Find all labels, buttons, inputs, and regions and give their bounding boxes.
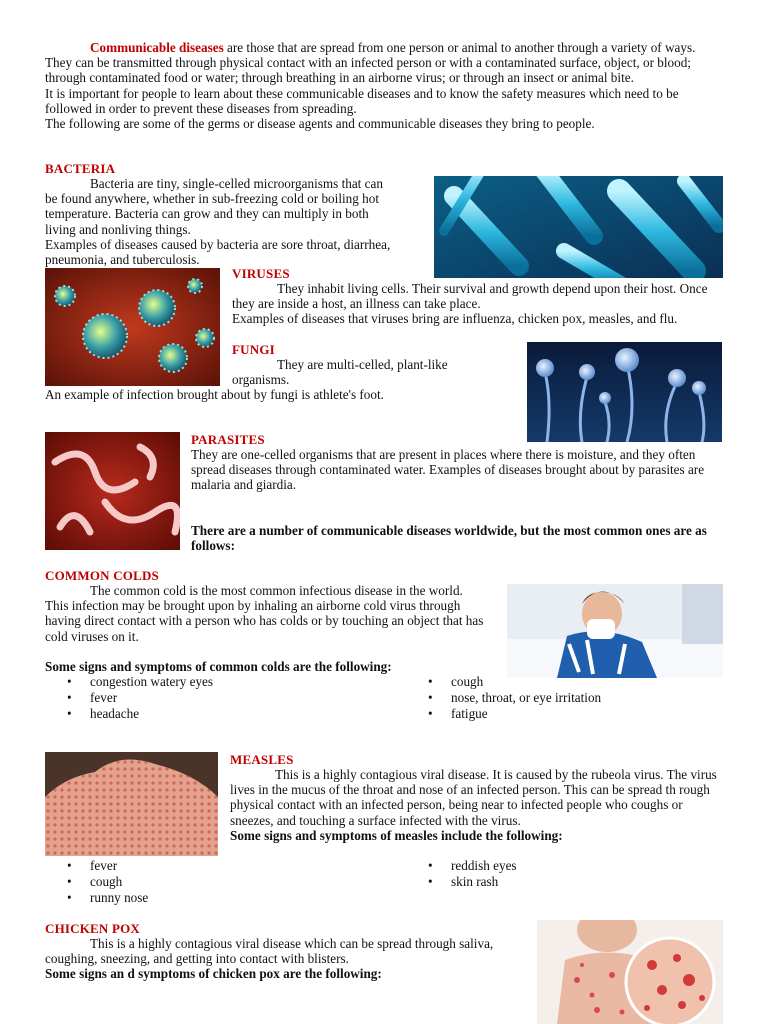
viruses-heading: VIRUSES [232,266,290,281]
list-item: • reddish eyes [406,858,726,874]
common-colds-list-left [45,674,345,723]
bacteria-heading: BACTERIA [45,161,116,176]
viruses-paragraph-2: Examples of diseases that viruses bring are influenza, chicken pox, measles, and flu. [232,311,678,327]
viruses-paragraph-1: They inhabit living cells. Their survival and growth depend upon their host. Once they are inside a host, an illness can take place. [232,281,708,312]
list-item: • fatigue [406,706,726,722]
measles-image [45,752,218,856]
measles-list-left [45,858,345,907]
bacteria-text [45,176,395,267]
measles-list-right [406,858,726,890]
common-colds-heading: COMMON COLDS [45,568,159,583]
parasite-image [45,432,180,550]
list-item: • runny nose [45,890,345,906]
virus-image [45,268,220,386]
list-item: • fever [45,858,345,874]
list-item: • nose, throat, or eye irritation [406,690,726,706]
list-item: • fever [45,690,345,706]
intro-paragraph-2: It is important for people to learn about these communicable diseases and to know the safety measures which need to be followed in order to prevent these diseases from spreading. [45,85,679,116]
common-colds-signs-title: Some signs and symptoms of common colds are the following: [45,659,392,674]
viruses-text [232,281,722,327]
list-item: • skin rash [406,874,726,890]
fungi-heading: FUNGI [232,342,275,357]
bacteria-image [434,176,723,278]
chicken-pox-image [537,920,723,1024]
common-diseases-intro: There are a number of communicable diseases worldwide, but the most common ones are as follows: [191,523,707,554]
measles-text: This is a highly contagious viral disease. It is caused by the rubeola virus. The virus lives in the mucus of the throat and nose of an infected person. This can be spread th rough physical contact with an infected person, being near to infected people who coughs or sneezes, and touching a surface infected with the virus. Some signs and symptoms of measles include the following: [230,767,722,843]
list-item: • headache [45,706,345,722]
chicken-pox-signs-title: Some signs an d symptoms of chicken pox are the following: [45,966,382,982]
bacteria-paragraph-1: Bacteria are tiny, single-celled microorganisms that can be found anywhere, whether in sub-freezing cold or boiling hot temperature. Bacteria can grow and they can multiply in both living and nonliving things. [45,176,383,237]
intro-section [45,40,725,131]
common-colds-list-right [406,674,726,723]
chicken-pox-text: This is a highly contagious viral disease which can be spread through saliva, coughing, sneezing, and getting into contact with blisters. Some signs an d symptoms of chicken pox are the following: [45,936,525,982]
list-item: • cough [406,674,726,690]
intro-paragraph-3: The following are some of the germs or disease agents and communicable diseases they bring to people. [45,116,595,132]
fungi-image [527,342,722,442]
list-item: • congestion watery eyes [45,674,345,690]
chicken-pox-heading: CHICKEN POX [45,921,141,936]
list-item: • cough [45,874,345,890]
intro-paragraph-1: Communicable diseases are those that are spread from one person or animal to another through a variety of ways. They can be transmitted through physical contact with an infected person or with a contaminated surface, object, or blood; through contaminated food or water; through breathing in an airborne virus; or through an insect or animal bite. [45,40,696,86]
measles-signs-title: Some signs and symptoms of measles include the following: [230,827,563,843]
parasites-heading: PARASITES [191,432,265,447]
measles-heading: MEASLES [230,752,294,767]
parasites-paragraph: They are one-celled organisms that are present in places where there is moisture, and they often spread diseases through contaminated water. Examples of diseases brought about by parasites are malaria and giardia. [191,447,705,493]
bacteria-paragraph-2: Examples of diseases caused by bacteria are sore throat, diarrhea, pneumonia, and tuberculosis. [45,236,391,268]
fungi-paragraph-2: An example of infection brought about by fungi is athlete's foot. [45,387,384,402]
communicable-diseases-term: Communicable diseases [90,40,224,55]
fungi-paragraph-1: They are multi-celled, plant-like organisms. [232,357,448,388]
common-colds-text: The common cold is the most common infectious disease in the world. This infection may be brought upon by inhaling an airborne cold virus through having direct contact with a person who has colds or by touching an object that has cold viruses on it. [45,583,484,644]
